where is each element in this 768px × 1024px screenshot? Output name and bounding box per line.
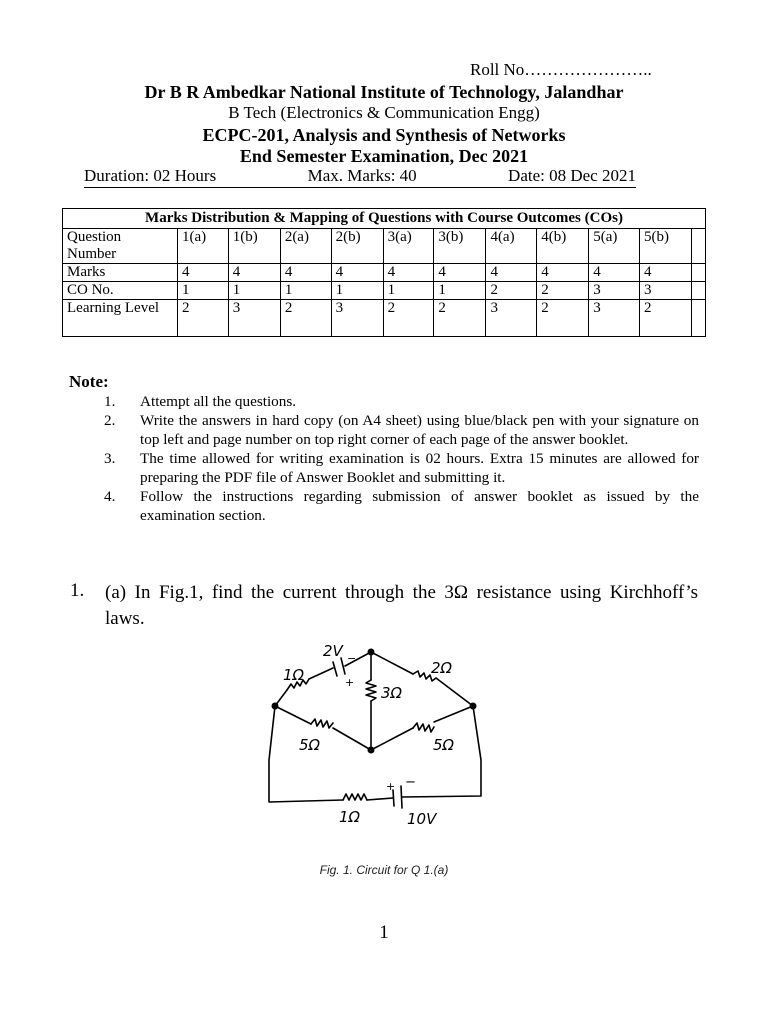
table-cell: 1: [331, 282, 383, 300]
label-minus-10v: −: [405, 775, 416, 790]
label-minus-2v: −: [347, 652, 357, 665]
notes-list: [104, 392, 699, 525]
table-cell: [692, 300, 706, 337]
node-center: [368, 747, 375, 754]
program-name: B Tech (Electronics & Communication Engg): [228, 103, 540, 122]
wire-br-right: [434, 706, 473, 722]
label-r-top-right: 2Ω: [431, 659, 453, 677]
marks-distribution-table: [62, 208, 706, 337]
table-cell: 4(b): [537, 229, 589, 264]
table-cell: 1: [280, 282, 331, 300]
label-plus-10v: +: [386, 780, 396, 793]
note-text: Attempt all the questions.: [140, 393, 297, 410]
page-number: 1: [379, 922, 389, 943]
resistor-bottom: [343, 794, 367, 800]
question-number: 1.: [70, 580, 85, 601]
node-left: [272, 703, 279, 710]
table-cell: 2: [537, 282, 589, 300]
table-cell: 2: [640, 300, 692, 337]
table-cell: 4: [589, 264, 640, 282]
table-cell: 4: [537, 264, 589, 282]
exam-meta-line: [84, 166, 636, 188]
table-cell: 5(a): [589, 229, 640, 264]
table-row: [63, 264, 706, 282]
table-cell: 2: [486, 282, 537, 300]
table-cell: 2: [178, 300, 229, 337]
label-plus-2v: +: [345, 676, 355, 689]
note-text: Write the answers in hard copy (on A4 sheet) using blue/black pen with your signature on top left and page number on top right corner of each page of the answer booklet.: [140, 412, 699, 448]
note-item: [104, 487, 699, 525]
table-cell: 3: [228, 300, 280, 337]
label-r-middle: 3Ω: [381, 684, 403, 702]
row-label: Question Number: [63, 229, 178, 264]
label-r-top-left: 1Ω: [283, 666, 305, 684]
table-cell: 2(b): [331, 229, 383, 264]
exam-date: Date: 08 Dec 2021: [508, 166, 636, 185]
note-text: Follow the instructions regarding submission of answer booklet as issued by the examination section.: [140, 488, 699, 524]
wire-right-top: [436, 678, 473, 706]
roll-number: Roll No…………………..: [470, 60, 652, 79]
table-cell: 1: [434, 282, 486, 300]
table-cell: 2: [537, 300, 589, 337]
node-right: [470, 703, 477, 710]
note-item: [104, 449, 699, 487]
institute-name: Dr B R Ambedkar National Institute of Technology, Jalandhar: [144, 82, 624, 102]
wire-left-bottom: [275, 706, 311, 724]
wire-to-10v: [367, 798, 393, 800]
note-number: 2.: [104, 412, 116, 429]
wire-center-br: [371, 728, 413, 750]
row-label: CO No.: [63, 282, 178, 300]
label-r-bottom-left: 5Ω: [299, 736, 321, 754]
table-cell: 3: [640, 282, 692, 300]
table-cell: 3: [589, 300, 640, 337]
note-item: [104, 411, 699, 449]
max-marks: Max. Marks: 40: [307, 166, 417, 185]
table-cell: [692, 229, 706, 264]
resistor-bottom-left: [311, 719, 333, 728]
table-cell: 4(a): [486, 229, 537, 264]
wire-top-right: [371, 652, 413, 674]
table-cell: 4: [640, 264, 692, 282]
note-text: The time allowed for writing examination is 02 hours. Extra 15 minutes are allowed for preparing the PDF file of Answer Booklet and submitting it.: [140, 450, 699, 486]
resistor-middle: [366, 680, 376, 701]
row-label: Learning Level: [63, 300, 178, 337]
table-cell: 4: [383, 264, 434, 282]
table-cell: [692, 282, 706, 300]
table-cell: 4: [434, 264, 486, 282]
table-cell: 3(b): [434, 229, 486, 264]
table-row: [63, 229, 706, 264]
table-cell: 3: [486, 300, 537, 337]
label-2v: 2V: [323, 642, 343, 660]
label-r-bottom-right: 5Ω: [433, 736, 455, 754]
row-label: Marks: [63, 264, 178, 282]
table-cell: 1: [178, 282, 229, 300]
wire-to-2v: [309, 668, 333, 679]
table-cell: 3: [589, 282, 640, 300]
label-r-bottom: 1Ω: [339, 808, 361, 826]
note-number: 4.: [104, 488, 116, 505]
figure-caption: Fig. 1. Circuit for Q 1.(a): [319, 863, 449, 877]
note-number: 3.: [104, 450, 116, 467]
table-cell: 2: [280, 300, 331, 337]
wire-bl-center: [333, 728, 371, 750]
table-cell: 2(a): [280, 229, 331, 264]
table-cell: 1(a): [178, 229, 229, 264]
table-cell: 1: [228, 282, 280, 300]
exam-title: End Semester Examination, Dec 2021: [239, 146, 529, 166]
table-row: [63, 300, 706, 337]
node-top: [368, 649, 375, 656]
note-title: Note:: [69, 372, 109, 391]
table-caption: Marks Distribution & Mapping of Questions with Course Outcomes (COs): [63, 209, 706, 229]
table-cell: 1(b): [228, 229, 280, 264]
wire-outer-left: [269, 706, 343, 802]
duration: Duration: 02 Hours: [84, 166, 217, 185]
battery-2v: [333, 658, 345, 676]
circuit-figure: [255, 640, 495, 835]
table-cell: 4: [280, 264, 331, 282]
table-cell: 2: [383, 300, 434, 337]
table-cell: 3: [331, 300, 383, 337]
table-cell: 4: [178, 264, 229, 282]
table-cell: 1: [383, 282, 434, 300]
table-cell: 4: [228, 264, 280, 282]
question-text: (a) In Fig.1, find the current through the 3Ω resistance using Kirchhoff’s laws.: [105, 582, 698, 629]
table-cell: 3(a): [383, 229, 434, 264]
table-cell: 2: [434, 300, 486, 337]
table-cell: 4: [331, 264, 383, 282]
note-item: [104, 392, 699, 411]
table-cell: 5(b): [640, 229, 692, 264]
table-cell: [692, 264, 706, 282]
course-title: ECPC-201, Analysis and Synthesis of Networks: [202, 125, 566, 145]
label-10v: 10V: [407, 810, 437, 828]
note-number: 1.: [104, 393, 116, 410]
resistor-bottom-right: [413, 723, 434, 732]
table-cell: 4: [486, 264, 537, 282]
table-row: [63, 282, 706, 300]
